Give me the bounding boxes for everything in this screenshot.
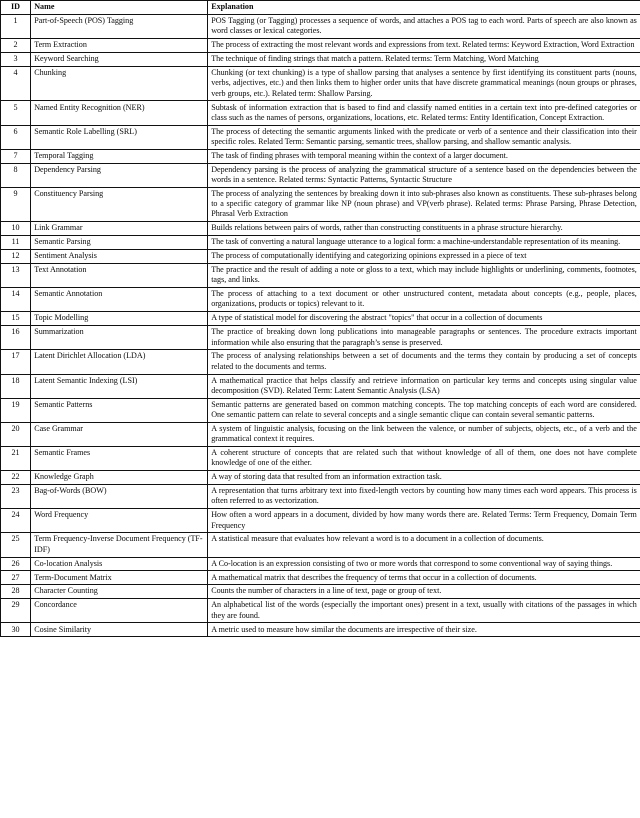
cell-name: Text Annotation [31, 263, 208, 287]
cell-name: Semantic Parsing [31, 236, 208, 250]
table-row [1, 533, 640, 557]
table-row [1, 263, 640, 287]
cell-id: 30 [1, 623, 31, 637]
cell-id: 18 [1, 374, 31, 398]
cell-id: 4 [1, 67, 31, 101]
cell-id: 25 [1, 533, 31, 557]
column-header-id: ID [1, 1, 31, 15]
cell-explanation: The process of detecting the semantic arguments linked with the predicate or verb of a sentence and their classification into their specific roles. Related Term: Semantic parsing, semantic trees, shallow parsing, and shallow semantic analysis. [208, 125, 640, 149]
cell-explanation: A system of linguistic analysis, focusing on the link between the valence, or number of subjects, objects, etc., of a verb and the grammatical context it requires. [208, 422, 640, 446]
cell-name: Bag-of-Words (BOW) [31, 485, 208, 509]
cell-explanation: The process of analysing relationships between a set of documents and the terms they contain by producing a set of concepts related to the documents and terms. [208, 350, 640, 374]
cell-name: Character Counting [31, 585, 208, 599]
cell-explanation: A Co-location is an expression consisting of two or more words that correspond to some conventional way of saying things. [208, 557, 640, 571]
column-header-explanation: Explanation [208, 1, 640, 15]
cell-explanation: A type of statistical model for discovering the abstract "topics" that occur in a collection of documents [208, 312, 640, 326]
cell-explanation: The process of computationally identifying and categorizing opinions expressed in a piece of text [208, 250, 640, 264]
cell-name: Word Frequency [31, 509, 208, 533]
cell-explanation: The technique of finding strings that match a pattern. Related terms: Term Matching, Word Matching [208, 53, 640, 67]
cell-explanation: The practice and the result of adding a note or gloss to a text, which may include highlights or underlining, comments, footnotes, tags, and links. [208, 263, 640, 287]
table-row [1, 485, 640, 509]
cell-name: Semantic Patterns [31, 398, 208, 422]
cell-name: Cosine Similarity [31, 623, 208, 637]
table-row [1, 125, 640, 149]
cell-name: Semantic Role Labelling (SRL) [31, 125, 208, 149]
cell-name: Named Entity Recognition (NER) [31, 101, 208, 125]
cell-id: 15 [1, 312, 31, 326]
cell-id: 3 [1, 53, 31, 67]
table-row [1, 288, 640, 312]
table-row [1, 350, 640, 374]
cell-explanation: Dependency parsing is the process of analyzing the grammatical structure of a sentence based on the dependencies between the words in a sentence. Related terms: Syntactic Patterns, Syntactic Structure [208, 163, 640, 187]
cell-explanation: A mathematical practice that helps classify and retrieve information on particular key terms and concepts using singular value decomposition (SVD). Related Term: Latent Semantic Analysis (LSA) [208, 374, 640, 398]
cell-id: 6 [1, 125, 31, 149]
cell-id: 26 [1, 557, 31, 571]
cell-name: Part-of-Speech (POS) Tagging [31, 15, 208, 39]
cell-name: Topic Modelling [31, 312, 208, 326]
cell-name: Semantic Frames [31, 446, 208, 470]
cell-explanation: An alphabetical list of the words (especially the important ones) present in a text, usually with citations of the passages in which they are found. [208, 599, 640, 623]
cell-explanation: The process of attaching to a text document or other unstructured content, metadata about concepts (e.g., people, places, organizations, products or topics) relevant to it. [208, 288, 640, 312]
cell-id: 17 [1, 350, 31, 374]
cell-explanation: Counts the number of characters in a line of text, page or group of text. [208, 585, 640, 599]
table-row [1, 67, 640, 101]
cell-explanation: Semantic patterns are generated based on common matching concepts. The top matching concepts of each word are considered. One semantic pattern can relate to several concepts and a single semantic clique can contain several semantic patterns. [208, 398, 640, 422]
cell-name: Sentiment Analysis [31, 250, 208, 264]
cell-name: Term-Document Matrix [31, 571, 208, 585]
cell-id: 11 [1, 236, 31, 250]
table-row [1, 312, 640, 326]
table-row [1, 599, 640, 623]
cell-id: 19 [1, 398, 31, 422]
table-header [1, 1, 640, 15]
table-row [1, 326, 640, 350]
cell-explanation: A way of storing data that resulted from an information extraction task. [208, 471, 640, 485]
table-row [1, 571, 640, 585]
table-row [1, 187, 640, 221]
cell-explanation: The practice of breaking down long publications into manageable paragraphs or sentences. The procedure extracts important information while also ensuring that the paragraph’s sense is preserved. [208, 326, 640, 350]
table-row [1, 39, 640, 53]
table-row [1, 149, 640, 163]
cell-id: 2 [1, 39, 31, 53]
cell-explanation: The task of finding phrases with temporal meaning within the context of a larger document. [208, 149, 640, 163]
cell-explanation: The process of extracting the most relevant words and expressions from text. Related terms: Keyword Extraction, Word Extraction [208, 39, 640, 53]
cell-id: 9 [1, 187, 31, 221]
cell-id: 8 [1, 163, 31, 187]
cell-id: 14 [1, 288, 31, 312]
table-row [1, 509, 640, 533]
cell-id: 10 [1, 222, 31, 236]
cell-id: 1 [1, 15, 31, 39]
cell-id: 24 [1, 509, 31, 533]
column-header-name: Name [31, 1, 208, 15]
cell-explanation: Chunking (or text chunking) is a type of shallow parsing that analyses a sentence by first identifying its constituent parts (nouns, verbs, adjectives, etc.) and then links them to higher order units that have discrete grammatical meanings (noun groups or phrases, verb groups, etc.). Related term: Shallow Parsing. [208, 67, 640, 101]
cell-name: Temporal Tagging [31, 149, 208, 163]
cell-explanation: A representation that turns arbitrary text into fixed-length vectors by counting how many times each word appears. This process is often referred to as vectorization. [208, 485, 640, 509]
table-row [1, 236, 640, 250]
cell-explanation: POS Tagging (or Tagging) processes a sequence of words, and attaches a POS tag to each word. Parts of speech are also known as word classes or lexical categories. [208, 15, 640, 39]
cell-explanation: A mathematical matrix that describes the frequency of terms that occur in a collection of documents. [208, 571, 640, 585]
cell-name: Knowledge Graph [31, 471, 208, 485]
cell-id: 7 [1, 149, 31, 163]
cell-name: Dependency Parsing [31, 163, 208, 187]
table-row [1, 374, 640, 398]
cell-id: 21 [1, 446, 31, 470]
cell-name: Link Grammar [31, 222, 208, 236]
cell-explanation: A coherent structure of concepts that are related such that without knowledge of all of them, one does not have complete knowledge of one of the either. [208, 446, 640, 470]
cell-name: Latent Semantic Indexing (LSI) [31, 374, 208, 398]
cell-explanation: A statistical measure that evaluates how relevant a word is to a document in a collection of documents. [208, 533, 640, 557]
cell-name: Term Extraction [31, 39, 208, 53]
cell-explanation: How often a word appears in a document, divided by how many words there are. Related Terms: Term Frequency, Domain Term Frequency [208, 509, 640, 533]
cell-id: 12 [1, 250, 31, 264]
cell-id: 22 [1, 471, 31, 485]
table-row [1, 398, 640, 422]
cell-id: 28 [1, 585, 31, 599]
cell-id: 20 [1, 422, 31, 446]
table-header-row [1, 1, 640, 15]
cell-id: 27 [1, 571, 31, 585]
cell-explanation: The process of analyzing the sentences by breaking down it into sub-phrases also known as constituents. These sub-phrases belong to a specific category of grammar like NP (noun phrase) and VP(verb phrase). Related terms: Phrase Parsing, Phrase Detection, Phrasal Verb Extraction [208, 187, 640, 221]
cell-id: 5 [1, 101, 31, 125]
cell-id: 23 [1, 485, 31, 509]
table-row [1, 53, 640, 67]
cell-name: Latent Dirichlet Allocation (LDA) [31, 350, 208, 374]
table-row [1, 250, 640, 264]
cell-name: Term Frequency-Inverse Document Frequency (TF-IDF) [31, 533, 208, 557]
cell-explanation: Builds relations between pairs of words, rather than constructing constituents in a phrase structure hierarchy. [208, 222, 640, 236]
cell-id: 13 [1, 263, 31, 287]
table-row [1, 623, 640, 637]
cell-name: Concordance [31, 599, 208, 623]
table-row [1, 471, 640, 485]
cell-name: Constituency Parsing [31, 187, 208, 221]
table-row [1, 222, 640, 236]
cell-name: Co-location Analysis [31, 557, 208, 571]
cell-explanation: Subtask of information extraction that is based to find and classify named entities in a certain text into pre-defined categories or class such as the names of persons, organizations, locations, etc. Related terms: Entity Identification, Concept Extraction. [208, 101, 640, 125]
cell-explanation: A metric used to measure how similar the documents are irrespective of their size. [208, 623, 640, 637]
table-row [1, 585, 640, 599]
cell-name: Semantic Annotation [31, 288, 208, 312]
table-row [1, 15, 640, 39]
table-body [1, 15, 640, 637]
cell-id: 29 [1, 599, 31, 623]
cell-explanation: The task of converting a natural language utterance to a logical form: a machine-understandable representation of its meaning. [208, 236, 640, 250]
table-row [1, 101, 640, 125]
table-row [1, 163, 640, 187]
table-row [1, 422, 640, 446]
table-row [1, 446, 640, 470]
table-row [1, 557, 640, 571]
cell-name: Case Grammar [31, 422, 208, 446]
cell-id: 16 [1, 326, 31, 350]
cell-name: Chunking [31, 67, 208, 101]
cell-name: Keyword Searching [31, 53, 208, 67]
cell-name: Summarization [31, 326, 208, 350]
